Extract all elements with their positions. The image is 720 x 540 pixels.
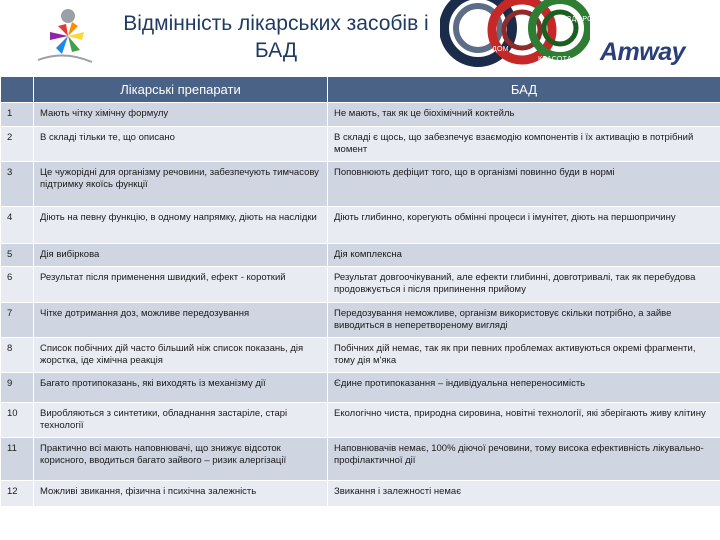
table-row (1, 338, 720, 373)
drugs-cell: Це чужорідні для організму речовини, забезпечують тимчасову підтримку якоїсь функції (34, 162, 328, 207)
row-number-cell: 9 (1, 373, 34, 403)
supplements-cell: Дія комплексна (328, 244, 720, 267)
drugs-cell: Виробляються з синтетики, обладнання застаріле, старі технології (34, 403, 328, 438)
flower-logo-icon (28, 4, 100, 70)
row-number-cell: 1 (1, 103, 34, 127)
tag-health: ЗДОРОВЬЕ (567, 16, 608, 23)
row-number-cell: 6 (1, 267, 34, 303)
tag-beauty: КРАСОТА (538, 56, 572, 63)
row-number-cell: 3 (1, 162, 34, 207)
drugs-cell: Багато протипоказань, які виходять із механізму дії (34, 373, 328, 403)
table-row (1, 373, 720, 403)
drugs-cell: Список побічних дій часто більший ніж список показань, дія жорстка, іде хімічна реакція (34, 338, 328, 373)
drugs-cell: В складі тільки те, що описано (34, 127, 328, 162)
row-number-cell: 11 (1, 438, 34, 481)
table-header-row (1, 77, 720, 103)
supplements-cell: Єдине протипоказання – індивідуальна непереносимість (328, 373, 720, 403)
table-row (1, 244, 720, 267)
table-row (1, 438, 720, 481)
comparison-table (0, 76, 720, 507)
supplements-cell: Наповнювачів немає, 100% діючої речовини, тому висока ефективність лікувально-профілактичної дії (328, 438, 720, 481)
row-number-cell: 10 (1, 403, 34, 438)
column-header-drugs: Лікарські препарати (34, 77, 328, 103)
table-row (1, 267, 720, 303)
drugs-cell: Практично всі мають наповнювачі, що знижує відсоток корисного, вводиться багато зайвого – ризик алергізації (34, 438, 328, 481)
supplements-cell: Передозування неможливе, організм використовує скільки потрібно, а зайве виводиться в неперетвореному вигляді (328, 303, 720, 338)
supplements-cell: Діють глибинно, корегують обмінні процеси і імунітет, діють на першопричину (328, 207, 720, 244)
amway-brand-logo: Amway (600, 38, 686, 66)
supplements-cell: Поповнюють дефіцит того, що в організмі повинно буди в нормі (328, 162, 720, 207)
column-header-number (1, 77, 34, 103)
row-number-cell: 12 (1, 481, 34, 507)
row-number-cell: 2 (1, 127, 34, 162)
drugs-cell: Результат після применення швидкий, ефект - короткий (34, 267, 328, 303)
table-row (1, 303, 720, 338)
row-number-cell: 8 (1, 338, 34, 373)
row-number-cell: 5 (1, 244, 34, 267)
supplements-cell: Результат довгоочікуваний, але ефекти глибинні, довготривалі, так як перебудова продовжується і після припинення прийому (328, 267, 720, 303)
supplements-cell: Побічних дій немає, так як при певних проблемах активуються окремі фрагменти, тому дія м'яка (328, 338, 720, 373)
drugs-cell: Чітке дотримання доз, можливе передозування (34, 303, 328, 338)
row-number-cell: 4 (1, 207, 34, 244)
table-body (1, 103, 720, 507)
table-row (1, 481, 720, 507)
drugs-cell: Можливі звикання, фізична і психічна залежність (34, 481, 328, 507)
drugs-cell: Мають чітку хімічну формулу (34, 103, 328, 127)
drugs-cell: Діють на певну функцію, в одному напрямку, діють на наслідки (34, 207, 328, 244)
row-number-cell: 7 (1, 303, 34, 338)
title-line-1: Відмінність лікарських засобів і (123, 12, 429, 35)
supplements-cell: Екологічно чиста, природна сировина, новітні технології, які зберігають живу клітину (328, 403, 720, 438)
table-row (1, 162, 720, 207)
tag-home: ДОМ (492, 46, 509, 53)
supplements-cell: Звикання і залежності немає (328, 481, 720, 507)
table-row (1, 127, 720, 162)
table-row (1, 103, 720, 127)
supplements-cell: Не мають, так як це біохімічний коктейль (328, 103, 720, 127)
table-row (1, 403, 720, 438)
slide-header (0, 0, 720, 75)
drugs-cell: Дія вибіркова (34, 244, 328, 267)
column-header-supplements: БАД (328, 77, 720, 103)
supplements-cell: В складі є щось, що забезпечує взаємодію компонентів і їх активацію в потрібний момент (328, 127, 720, 162)
table-row (1, 207, 720, 244)
title-line-2: БАД (254, 39, 298, 62)
page-title (96, 10, 456, 64)
